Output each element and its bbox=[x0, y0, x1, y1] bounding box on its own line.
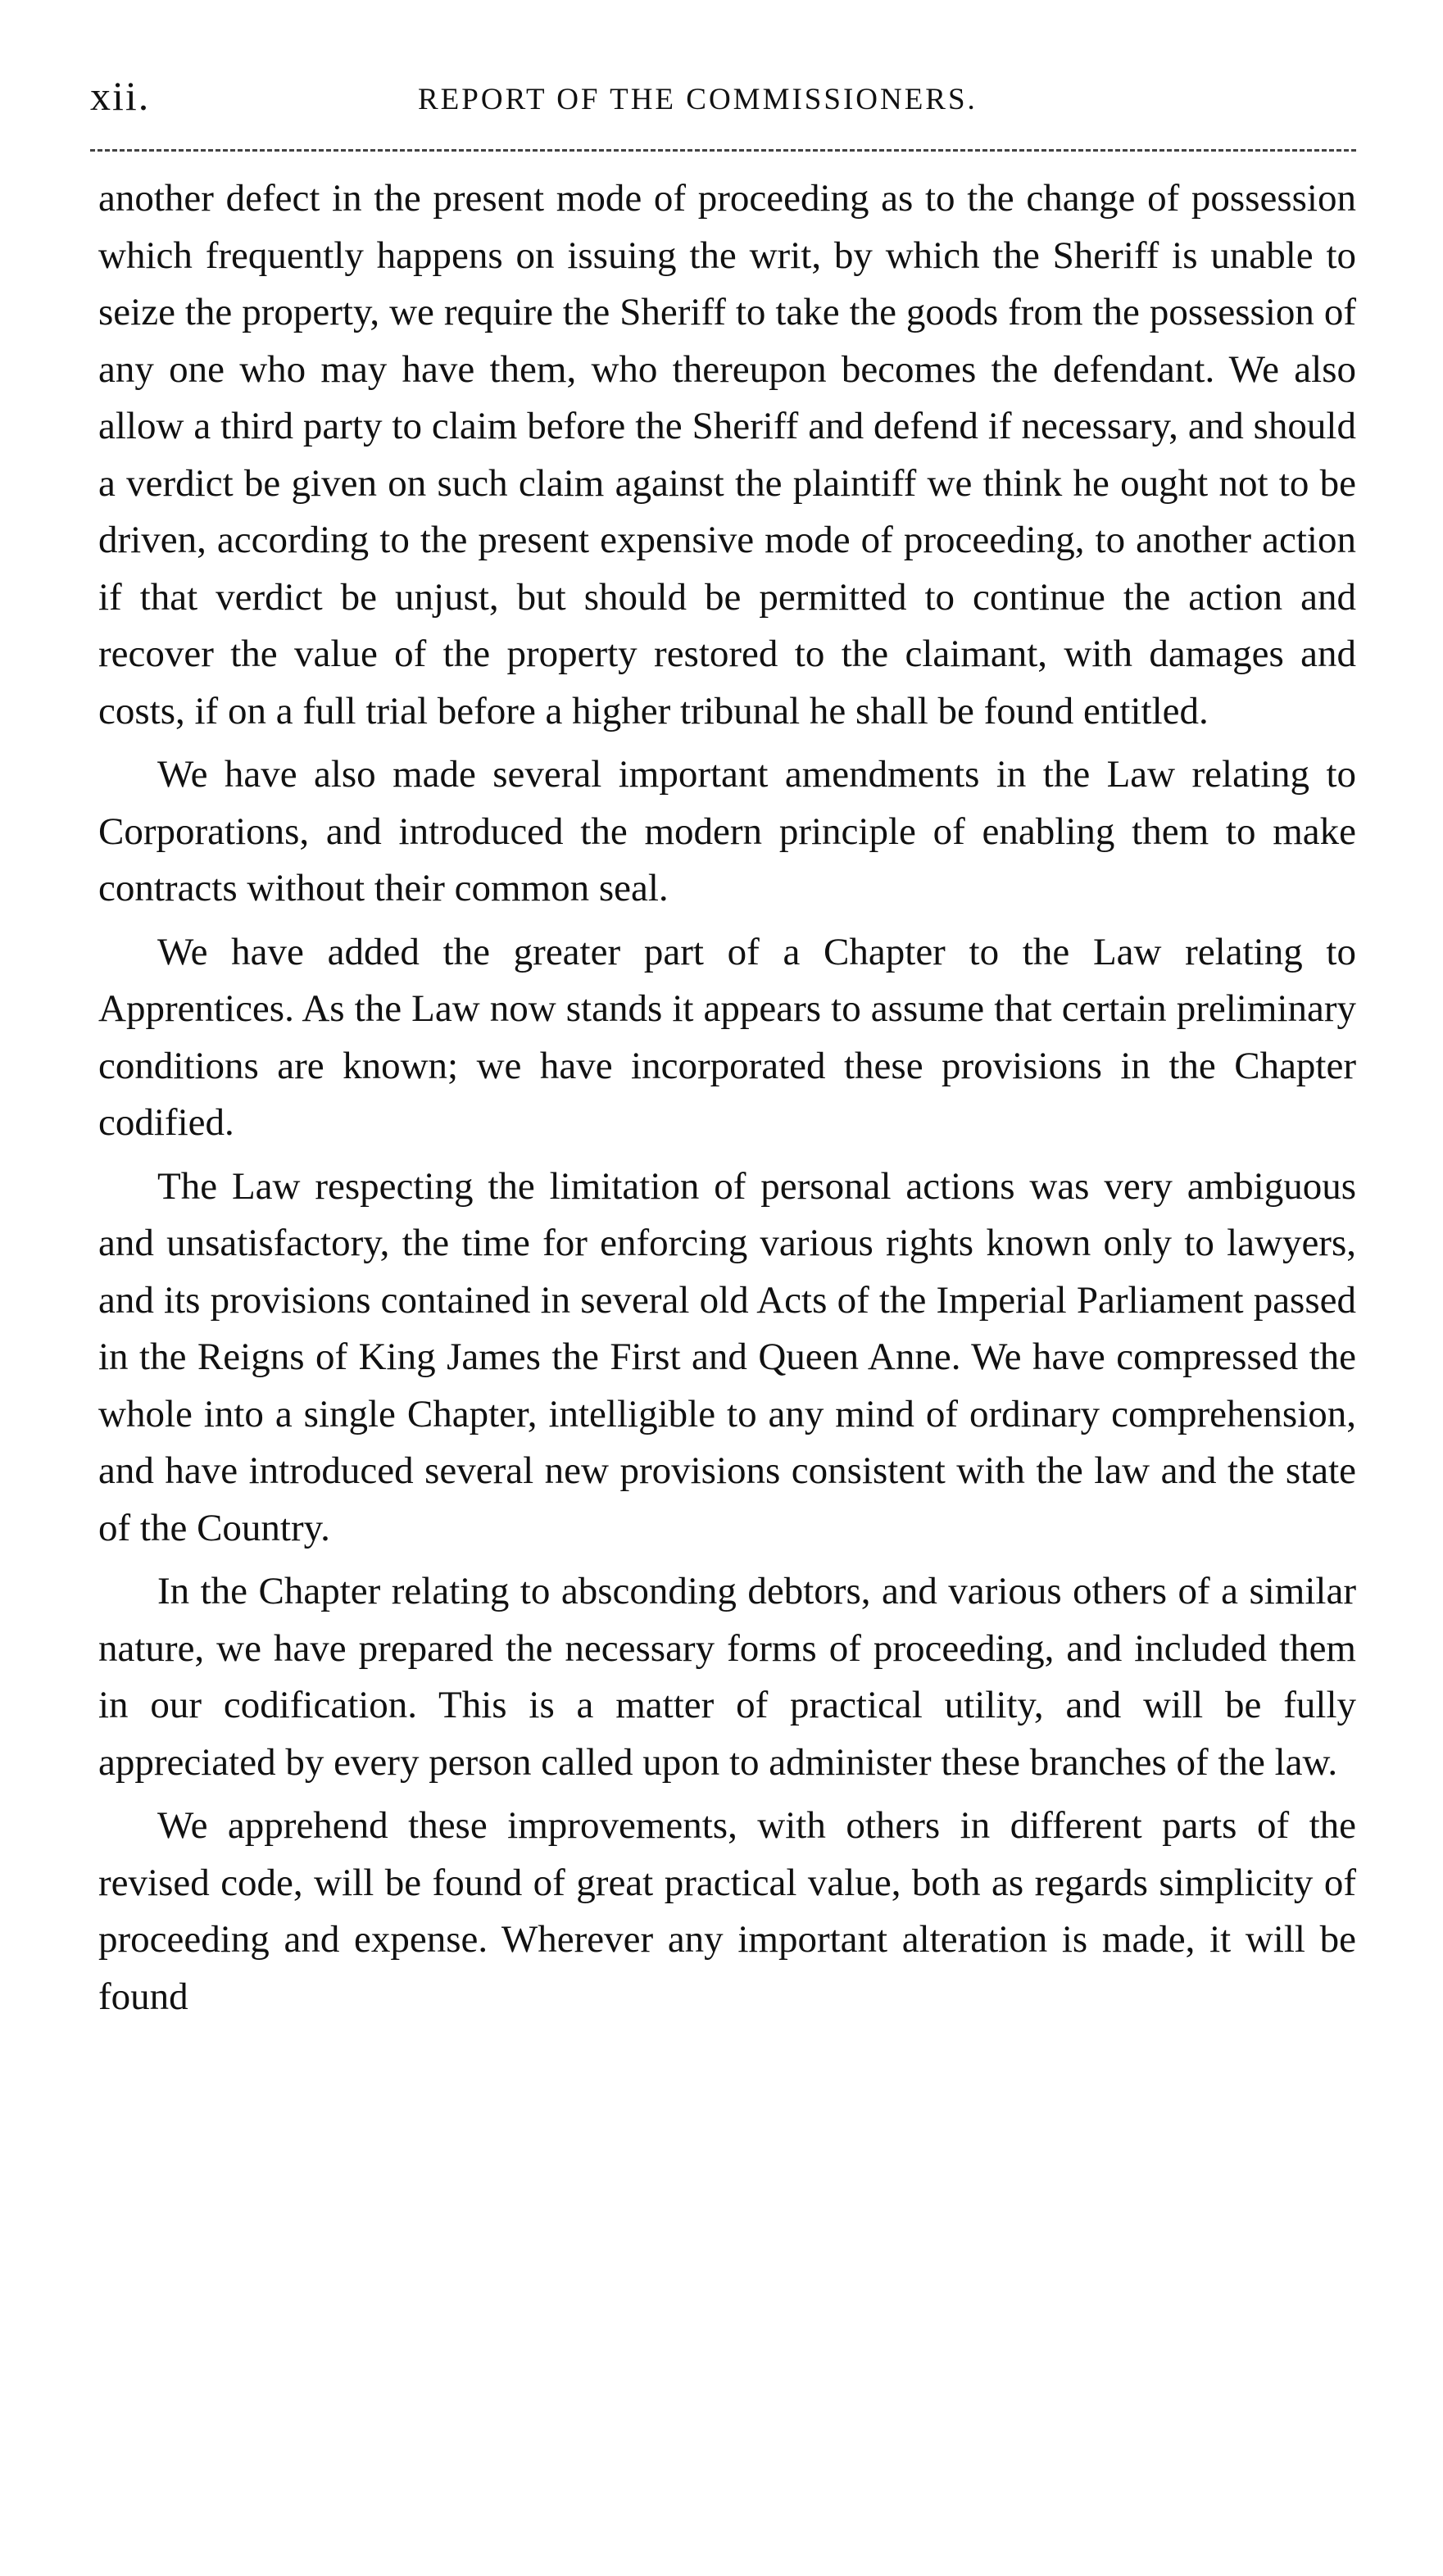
body-text bbox=[98, 170, 1356, 2025]
paragraph-5: In the Chapter relating to absconding debtors, and various others of a similar nature, we have prepared the necessary forms of proceeding, and included them in our codification. This is a matter of practical utility, and will be fully appreciated by every person called upon to administer these branches of the law. bbox=[98, 1570, 1356, 1784]
paragraph-6: We apprehend these improvements, with others in different parts of the revised code, will be found of great practical value, both as regards simplicity of proceeding and expense. Wherever any important alteration is made, it will be found bbox=[98, 1804, 1356, 2018]
paragraph-2: We have also made several important amendments in the Law relating to Corporations, and introduced the modern principle of enabling them to make contracts without their common seal. bbox=[98, 753, 1356, 909]
page-number: xii. bbox=[90, 73, 151, 119]
running-title: REPORT OF THE COMMISSIONERS. bbox=[418, 83, 978, 116]
paragraph-4: The Law respecting the limitation of personal actions was very ambiguous and unsatisfactory, the time for enforcing various rights known only to lawyers, and its provisions contained in several old Acts of the Imperial Parliament passed in the Reigns of King James the First and Queen Anne. We have compressed the whole into a single Chapter, intelligible to any mind of ordinary comprehension, and have introduced several new provisions consistent with the law and the state of the Country. bbox=[98, 1164, 1356, 1549]
paragraph-1: another defect in the present mode of proceeding as to the change of possession which frequently happens on issuing the writ, by which the Sheriff is unable to seize the property, we require the Sheriff to take the goods from the possession of any one who may have them, who thereupon becomes the defendant. We also allow a third party to claim before the Sheriff and defend if necessary, and should a verdict be given on such claim against the plaintiff we think he ought not to be driven, according to the present expensive mode of proceeding, to another action if that verdict be unjust, but should be permitted to continue the action and recover the value of the property restored to the claimant, with damages and costs, if on a full trial before a higher tribunal he shall be found entitled. bbox=[98, 177, 1356, 732]
paragraph-3: We have added the greater part of a Chapter to the Law relating to Apprentices. As the Law now stands it appears to assume that certain preliminary conditions are known; we have incorporated these provisions in the Chapter codified. bbox=[98, 930, 1356, 1144]
running-head bbox=[90, 72, 1356, 138]
header-rule bbox=[90, 149, 1356, 152]
